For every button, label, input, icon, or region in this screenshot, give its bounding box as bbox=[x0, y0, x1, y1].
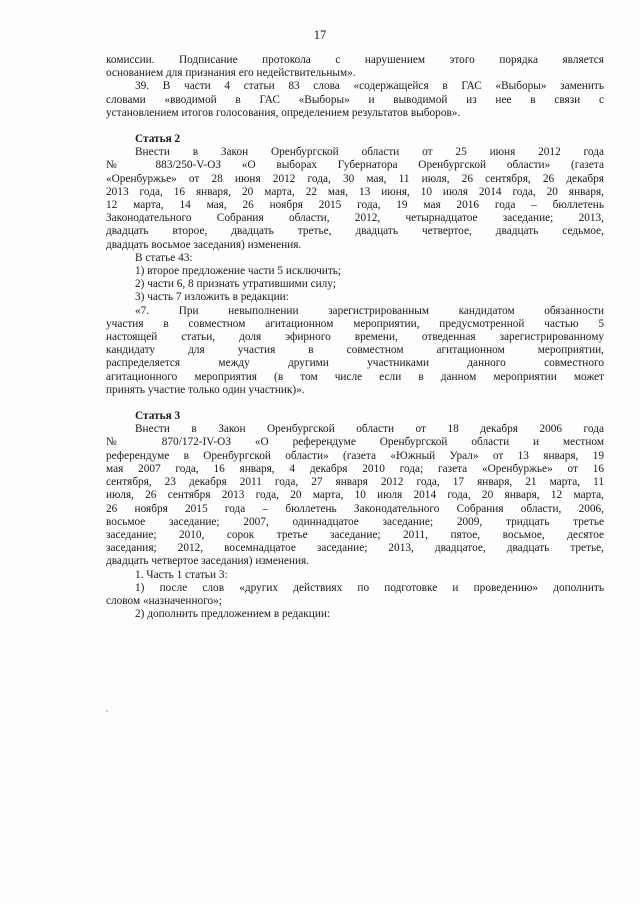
text-line: комиссии. Подписание протокола с нарушением этого порядка является bbox=[106, 54, 604, 66]
text-line: 39. В части 4 статьи 83 слова «содержащейся в ГАС «Выборы» заменить bbox=[135, 80, 604, 93]
article-heading: Статья 2 bbox=[135, 133, 181, 146]
text-line: распределяется между другими участниками данного совместного bbox=[106, 357, 604, 370]
text-line: 12 марта, 14 мая, 26 ноября 2015 года, 19 мая 2016 года – бюллетень bbox=[106, 199, 604, 212]
text-line: основанием для признания его недействительным». bbox=[106, 67, 356, 80]
text-line: настоящей статьи, доля эфирного времени, отведенная зарегистрированному bbox=[106, 331, 604, 344]
text-line: двадцать четвертое заседания) изменения. bbox=[106, 555, 310, 568]
text-line: Законодательного Собрания области, 2012, четырнадцатое заседание; 2013, bbox=[106, 212, 604, 225]
text-line: 1) второе предложение части 5 исключить; bbox=[135, 265, 342, 278]
text-line: № 870/172-IV-ОЗ «О референдуме Оренбургской области и местном bbox=[106, 436, 604, 449]
article-heading: Статья 3 bbox=[135, 410, 181, 423]
page-number: 17 bbox=[313, 28, 327, 42]
text-line: установлением итогов голосования, определением результатов выборов». bbox=[106, 106, 461, 119]
text-line: мая 2007 года, 16 января, 4 декабря 2010 года; газета «Оренбуржье» от 16 bbox=[106, 462, 604, 475]
scan-speck bbox=[106, 710, 108, 712]
text-line: 2013 года, 16 января, 20 марта, 22 мая, 13 июня, 10 июля 2014 года, 20 января, bbox=[106, 185, 604, 198]
text-line: агитационного мероприятия (в том числе если в данном мероприятии может bbox=[106, 370, 604, 383]
text-line: референдуме в Оренбургской области» (газета «Южный Урал» от 13 января, 19 bbox=[106, 449, 604, 462]
section-gap bbox=[106, 120, 604, 133]
text-line: словами «вводимой в ГАС «Выборы» и выводимой из нее в связи с bbox=[106, 93, 604, 106]
text-line: 1) после слов «других действиях по подготовке и проведению» дополнить bbox=[135, 581, 604, 594]
text-line: кандидату для участия в совместном агитационном мероприятии, bbox=[106, 344, 604, 357]
text-line: «7. При невыполнении зарегистрированным кандидатом обязанности bbox=[135, 304, 604, 317]
text-line: Внести в Закон Оренбургской области от 25 июня 2012 года bbox=[135, 146, 604, 159]
text-line: июля, 26 сентября 2013 года, 20 марта, 10 июля 2014 года, 20 января, 12 марта, bbox=[106, 489, 604, 502]
text-line: 3) часть 7 изложить в редакции: bbox=[135, 291, 289, 304]
text-line: № 883/250-V-ОЗ «О выборах Губернатора Оренбургской области» (газета bbox=[106, 159, 604, 172]
text-line: сентября, 23 декабря 2011 года, 27 января 2012 года, 17 января, 21 марта, 11 bbox=[106, 476, 604, 489]
text-line: двадцать восьмое заседания) изменения. bbox=[106, 238, 302, 251]
text-line: В статье 43: bbox=[135, 251, 193, 264]
text-line: заседание; 2010, сорок третье заседание; 2011, пятое, восьмое, десятое bbox=[106, 528, 604, 541]
document-body bbox=[106, 54, 604, 621]
text-line: Внести в Закон Оренбургской области от 18 декабря 2006 года bbox=[135, 423, 604, 436]
text-line: двадцать второе, двадцать третье, двадцать четвертое, двадцать седьмое, bbox=[106, 225, 604, 238]
text-line: 2) дополнить предложением в редакции: bbox=[135, 608, 331, 621]
text-line: «Оренбуржье» от 28 июня 2012 года, 30 мая, 11 июля, 26 сентября, 26 декабря bbox=[106, 172, 604, 185]
text-line: 1. Часть 1 статьи 3: bbox=[135, 568, 228, 581]
section-gap bbox=[106, 397, 604, 410]
text-line: участия в совместном агитационном мероприятии, предусмотренной частью 5 bbox=[106, 317, 604, 330]
text-line: заседания; 2012, восемнадцатое заседание; 2013, двадцатое, двадцать третье, bbox=[106, 542, 604, 555]
text-line: 2) части 6, 8 признать утратившими силу; bbox=[135, 278, 336, 291]
text-line: словом «назначенного»; bbox=[106, 594, 222, 607]
text-line: принять участие только один участник)». bbox=[106, 383, 305, 396]
text-line: 26 ноября 2015 года – бюллетень Законодательного Собрания области, 2006, bbox=[106, 502, 604, 515]
text-line: восьмое заседание; 2007, одиннадцатое заседание; 2009, тридцать третье bbox=[106, 515, 604, 528]
